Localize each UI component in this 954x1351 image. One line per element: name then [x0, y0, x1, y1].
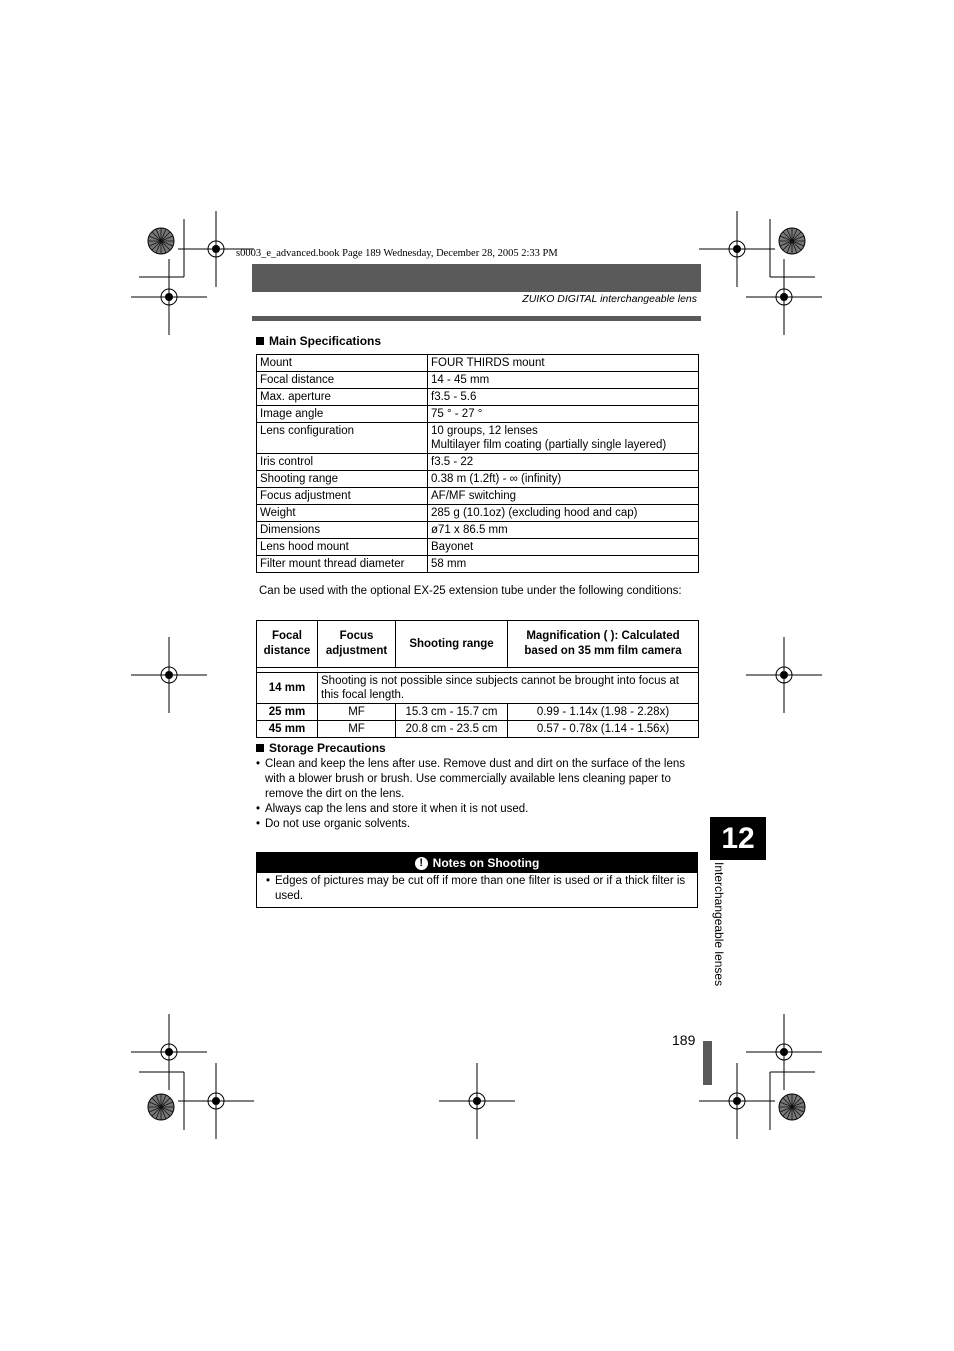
spec-value-line: 10 groups, 12 lenses	[431, 425, 538, 437]
table-row	[257, 539, 699, 556]
running-header: ZUIKO DIGITAL interchangeable lens	[522, 293, 697, 305]
crosshair-mark	[178, 1063, 254, 1139]
spec-value	[428, 389, 699, 406]
spec-value	[428, 505, 699, 522]
crosshair-mark	[746, 259, 822, 335]
spec-value	[428, 556, 699, 573]
list-item: • Clean and keep the lens after use. Remove dust and dirt on the surface of the lens with a blower brush or brush. Use commercially available lens cleaning paper to remove the dirt on the lens.	[256, 757, 696, 802]
spec-value-line: Multilayer film coating (partially single layered)	[431, 439, 667, 451]
col-header-focus: Focus adjustment	[318, 621, 396, 668]
storage-title: Storage Precautions	[256, 741, 386, 755]
list-item: • Always cap the lens and store it when it is not used.	[256, 802, 696, 817]
spec-label: Mount	[257, 355, 428, 372]
print-header: s0003_e_advanced.book Page 189 Wednesday, December 28, 2005 2:33 PM	[236, 248, 558, 259]
cell-focal: 45 mm	[257, 721, 318, 738]
crosshair-mark	[746, 637, 822, 713]
warning-icon: !	[415, 857, 428, 870]
spec-value-line: 285 g (10.1oz) (excluding hood and cap)	[431, 507, 638, 519]
table-row	[257, 423, 699, 454]
spec-label: Filter mount thread diameter	[257, 556, 428, 573]
chapter-label: Interchangeable lenses	[712, 862, 726, 987]
rosette-mark	[779, 228, 805, 254]
spec-value-line: 58 mm	[431, 558, 467, 570]
spec-value-line: f3.5 - 22	[431, 456, 474, 468]
spec-table	[256, 354, 699, 573]
cell-focal: 25 mm	[257, 704, 318, 721]
extension-table	[256, 620, 699, 738]
spec-label: Lens configuration	[257, 423, 428, 454]
spec-label: Focal distance	[257, 372, 428, 389]
table-row	[257, 505, 699, 522]
spec-value	[428, 471, 699, 488]
rosette-mark	[148, 228, 174, 254]
cell-note: Shooting is not possible since subjects cannot be brought into focus at this focal length.	[318, 673, 699, 704]
extension-note: Can be used with the optional EX-25 extension tube under the following conditions:	[259, 585, 682, 597]
crosshair-mark	[439, 1063, 515, 1139]
header-rule	[252, 316, 701, 321]
cell-range: 20.8 cm - 23.5 cm	[396, 721, 508, 738]
table-row	[257, 721, 699, 738]
table-row	[257, 372, 699, 389]
header-bar	[252, 264, 701, 292]
bullet-icon: •	[266, 875, 271, 887]
notes-title: Notes on Shooting	[432, 856, 540, 870]
storage-list	[256, 757, 696, 832]
notes-item: • Edges of pictures may be cut off if more than one filter is used or if a thick filter is used.	[266, 875, 686, 902]
table-row	[257, 704, 699, 721]
square-bullet-icon	[256, 337, 264, 345]
spec-value-line: 0.38 m (1.2ft) - ∞ (infinity)	[431, 473, 562, 485]
main-specs-title: Main Specifications	[256, 334, 381, 348]
col-header-focal: Focal distance	[257, 621, 318, 668]
table-row	[257, 488, 699, 505]
notes-box	[256, 852, 698, 908]
spec-label: Max. aperture	[257, 389, 428, 406]
table-row	[257, 673, 699, 704]
rosette-mark	[779, 1094, 805, 1120]
table-row	[257, 389, 699, 406]
crosshair-mark	[131, 637, 207, 713]
spec-value-line: ø71 x 86.5 mm	[431, 524, 508, 536]
cell-magnification: 0.57 - 0.78x (1.14 - 1.56x)	[508, 721, 699, 738]
spec-value	[428, 488, 699, 505]
list-item: • Do not use organic solvents.	[256, 817, 696, 832]
spec-label: Iris control	[257, 454, 428, 471]
cell-range: 15.3 cm - 15.7 cm	[396, 704, 508, 721]
spec-label: Image angle	[257, 406, 428, 423]
notes-header	[257, 853, 697, 873]
cell-focus: MF	[318, 721, 396, 738]
spec-value	[428, 522, 699, 539]
spec-value-line: Bayonet	[431, 541, 474, 553]
table-row	[257, 406, 699, 423]
table-row	[257, 556, 699, 573]
crosshair-mark	[131, 1014, 207, 1090]
spec-value	[428, 406, 699, 423]
spec-value-line: f3.5 - 5.6	[431, 391, 477, 403]
chapter-tab: 12	[710, 817, 766, 860]
spec-value	[428, 372, 699, 389]
spec-label: Dimensions	[257, 522, 428, 539]
table-header-row	[257, 621, 699, 668]
spec-value-line: AF/MF switching	[431, 490, 516, 502]
table-row	[257, 355, 699, 372]
page-bar	[703, 1041, 712, 1085]
spec-value	[428, 355, 699, 372]
spec-value	[428, 539, 699, 556]
table-row	[257, 471, 699, 488]
table-row	[257, 454, 699, 471]
col-header-range: Shooting range	[396, 621, 508, 668]
crosshair-mark	[746, 1014, 822, 1090]
square-bullet-icon	[256, 744, 264, 752]
spec-value-line: FOUR THIRDS mount	[431, 357, 545, 369]
spec-value	[428, 454, 699, 471]
spec-value	[428, 423, 699, 454]
col-header-magnification: Magnification ( ): Calculated based on 35 mm film camera	[508, 621, 699, 668]
crosshair-mark	[699, 211, 775, 287]
spec-label: Weight	[257, 505, 428, 522]
spec-label: Focus adjustment	[257, 488, 428, 505]
crosshair-mark	[131, 259, 207, 335]
cell-focus: MF	[318, 704, 396, 721]
cell-magnification: 0.99 - 1.14x (1.98 - 2.28x)	[508, 704, 699, 721]
rosette-mark	[148, 1094, 174, 1120]
page-number: 189	[672, 1032, 696, 1048]
table-row	[257, 522, 699, 539]
spec-value-line: 75 ° - 27 °	[431, 408, 483, 420]
spec-label: Lens hood mount	[257, 539, 428, 556]
cell-focal: 14 mm	[257, 673, 318, 704]
spec-label: Shooting range	[257, 471, 428, 488]
spec-value-line: 14 - 45 mm	[431, 374, 490, 386]
